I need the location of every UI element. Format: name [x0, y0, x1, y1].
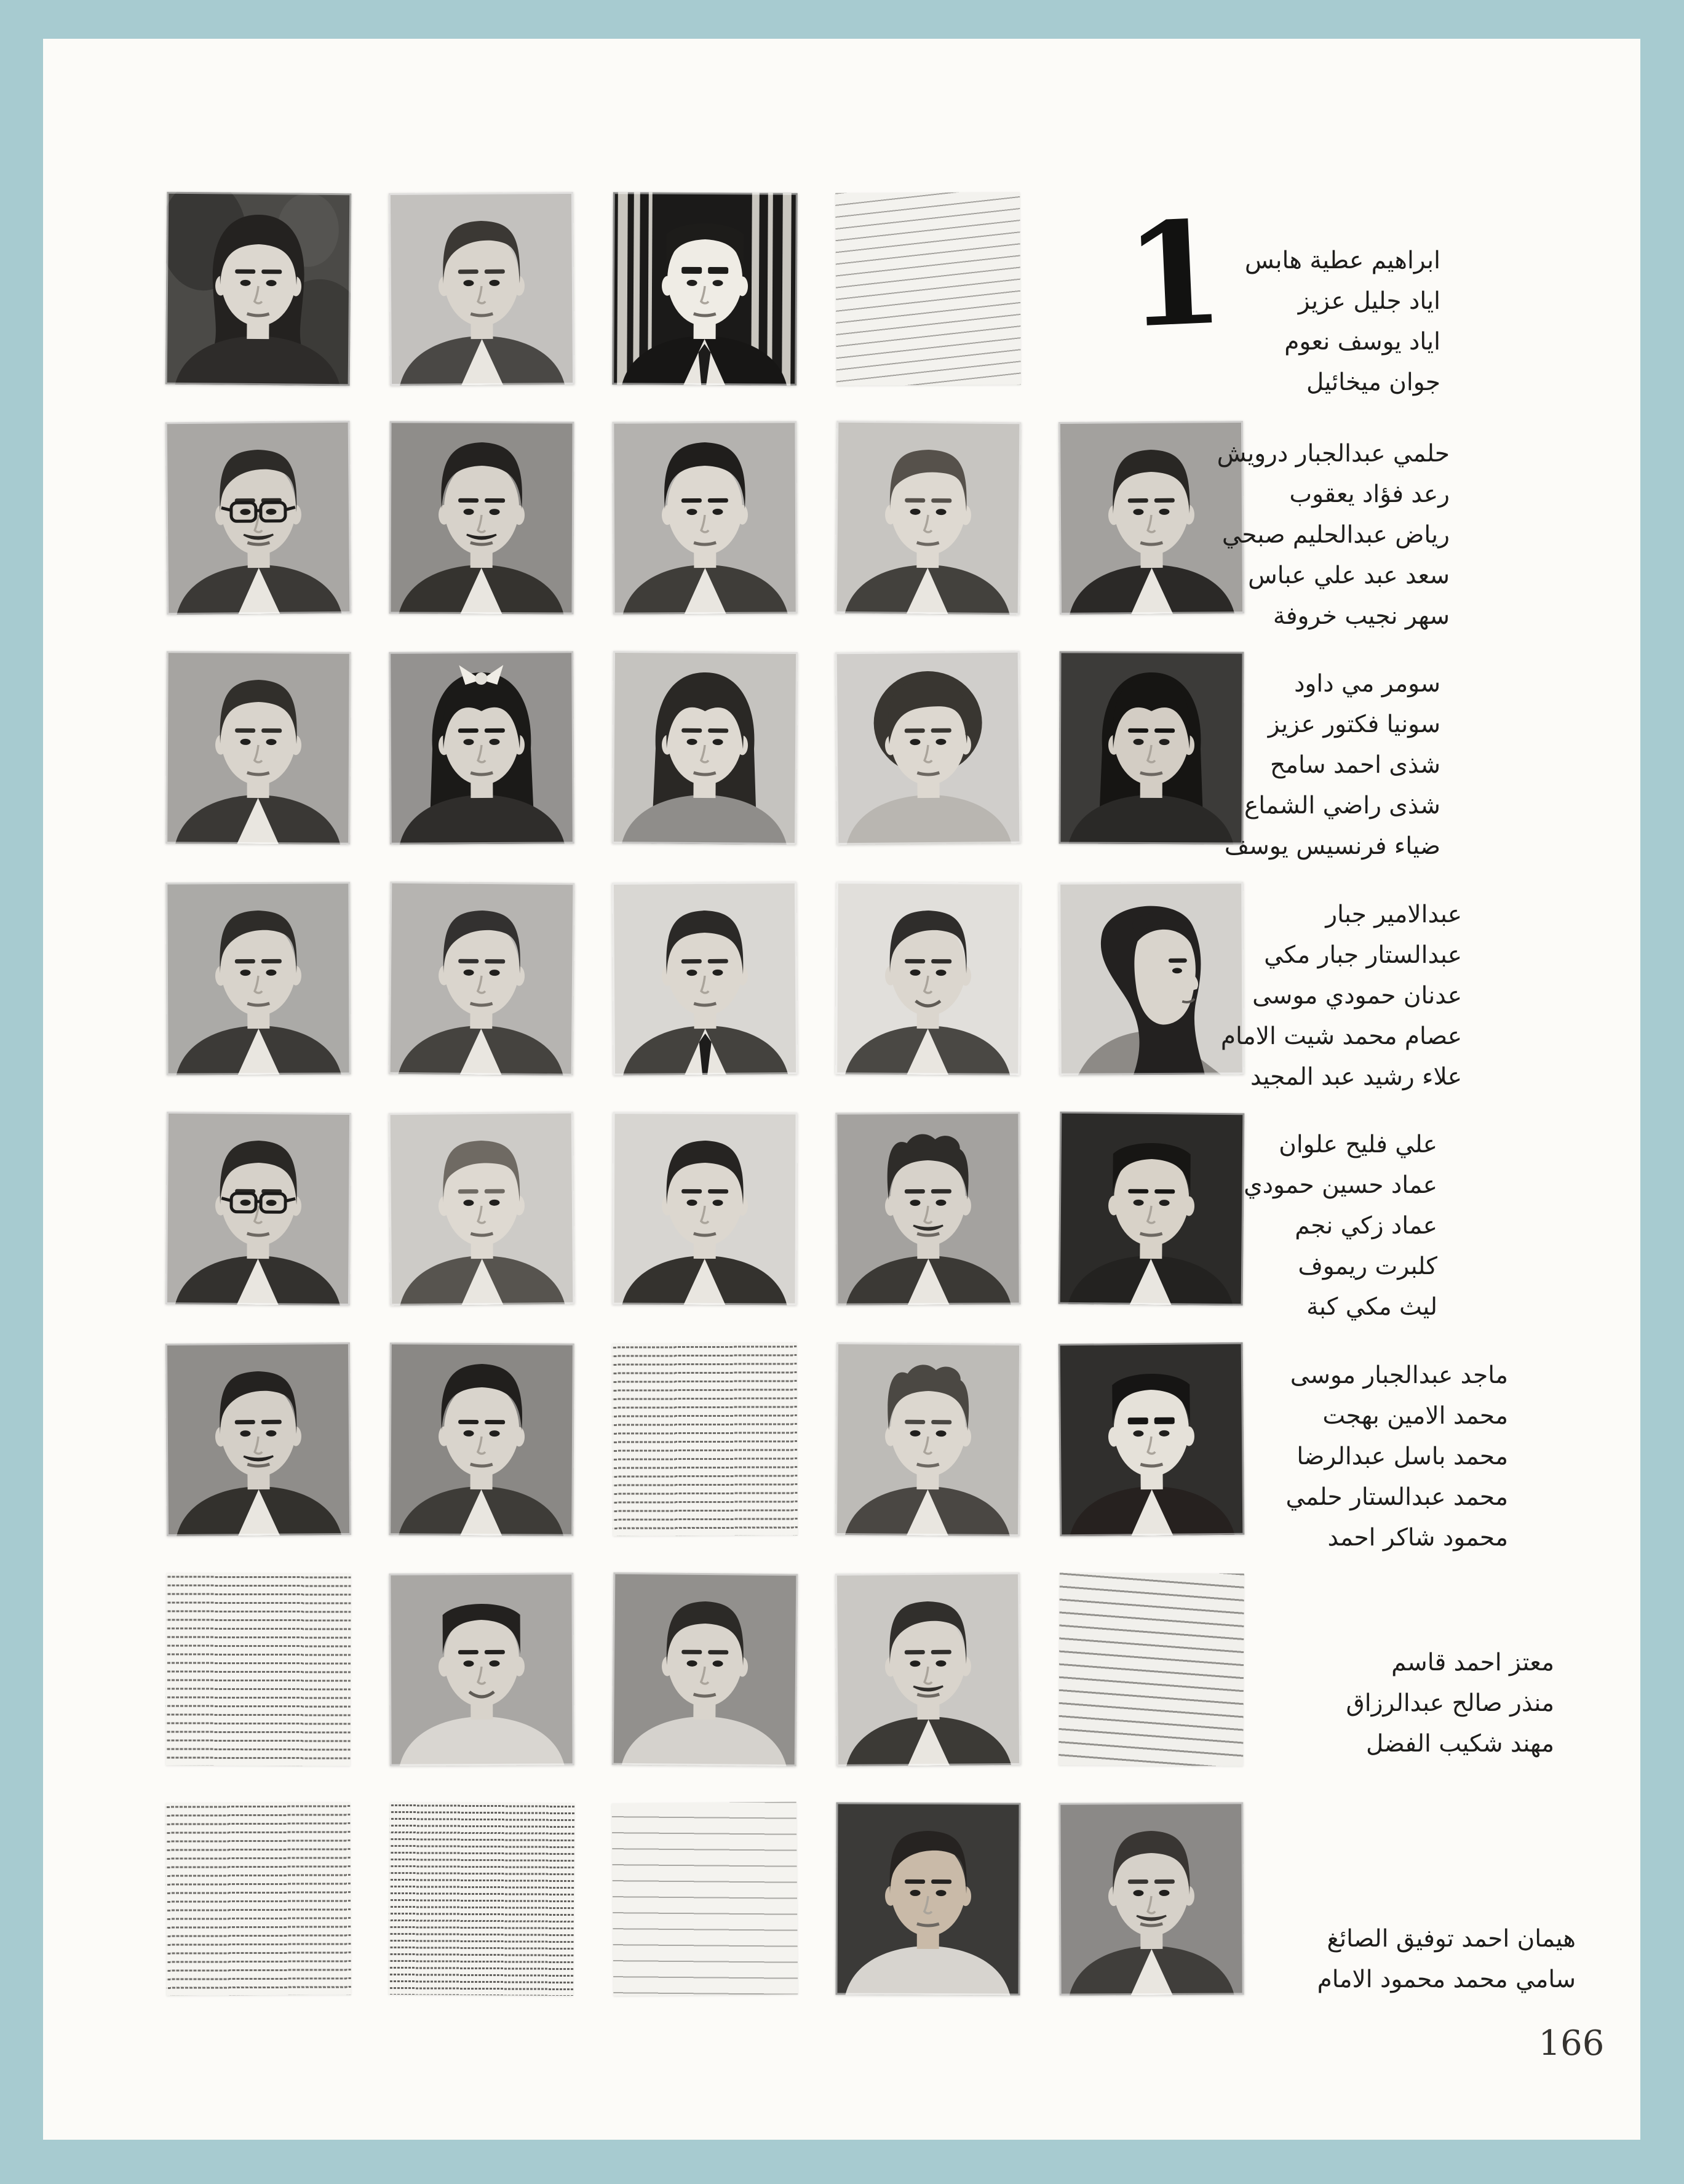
student-name: محمد عبدالستار حلمي — [1285, 1483, 1508, 1511]
student-name: شذى احمد سامح — [1269, 751, 1440, 779]
portrait-photo — [1058, 651, 1244, 844]
portrait-photo — [165, 192, 352, 386]
placeholder-pattern — [612, 1342, 798, 1536]
student-name: عصام محمد شيت الامام — [1220, 1022, 1462, 1050]
student-name: كلبرت ريموف — [1298, 1253, 1437, 1280]
placeholder-pattern — [389, 1802, 574, 1996]
student-name: جوان ميخائيل — [1306, 369, 1440, 396]
portrait-photo — [835, 1112, 1020, 1305]
student-name: محمد باسل عبدالرضا — [1297, 1443, 1508, 1470]
portrait-photo — [165, 651, 351, 845]
portrait-photo — [389, 1572, 574, 1766]
student-name: عماد زكي نجم — [1295, 1212, 1437, 1240]
portrait-photo — [835, 1802, 1020, 1995]
portrait-photo — [612, 1572, 798, 1767]
portrait-photo — [1058, 1342, 1245, 1537]
portrait-photo — [389, 1112, 575, 1306]
portrait-photo — [165, 1342, 351, 1536]
portrait-photo — [612, 1112, 797, 1305]
student-name: سامي محمد محمود الامام — [1317, 1966, 1576, 1993]
portrait-photo — [835, 421, 1022, 615]
portrait-photo — [612, 882, 798, 1075]
student-name: عبدالامير جبار — [1325, 901, 1462, 928]
names-group — [1346, 1643, 1555, 1764]
student-name: سومر مي داود — [1294, 670, 1440, 698]
student-name: سعد عبد علي عباس — [1248, 562, 1450, 589]
student-name: ابراهيم عطية هابس — [1244, 247, 1440, 274]
student-name: اياد جليل عزيز — [1298, 287, 1440, 315]
student-name: علاء رشيد عبد المجيد — [1250, 1063, 1462, 1091]
portrait-photo — [389, 1342, 574, 1536]
names-group — [1221, 895, 1462, 1098]
portrait-photo — [165, 882, 351, 1075]
portrait-photo — [835, 1342, 1021, 1536]
portrait-photo — [835, 651, 1022, 845]
student-name: محمود شاكر احمد — [1327, 1524, 1508, 1552]
student-name: علي فليح علوان — [1279, 1131, 1437, 1158]
student-name: ضياء فرنسيس يوسف — [1224, 832, 1440, 860]
student-name: عدنان حمودي موسى — [1252, 982, 1462, 1010]
student-name: هيمان احمد توفيق الصائغ — [1327, 1925, 1576, 1953]
names-group — [1244, 1125, 1437, 1328]
placeholder-pattern — [835, 192, 1021, 386]
yearbook-page — [43, 39, 1640, 2140]
placeholder-pattern — [165, 1802, 351, 1996]
student-name: مهند شكيب الفضل — [1366, 1730, 1554, 1758]
student-name: عماد حسين حمودي — [1244, 1171, 1437, 1199]
student-name: محمد الامين بهجت — [1322, 1402, 1508, 1430]
placeholder-pattern — [1058, 1572, 1244, 1766]
student-name: رعد فؤاد يعقوب — [1289, 480, 1450, 508]
portrait-photo — [165, 1112, 351, 1305]
portrait-photo — [389, 651, 574, 845]
portrait-photo — [612, 421, 797, 614]
portrait-photo — [389, 882, 575, 1076]
names-group — [1317, 1919, 1576, 2000]
portrait-photo — [612, 192, 798, 386]
student-name: رياض عبدالحليم صبحي — [1221, 521, 1450, 549]
names-group — [1245, 241, 1440, 403]
portrait-photo — [835, 882, 1021, 1075]
student-name: اياد يوسف نعوم — [1284, 328, 1440, 356]
names-group — [1225, 664, 1440, 867]
page-number: 166 — [1538, 2023, 1605, 2063]
student-name: عبدالستار جبار مكي — [1264, 941, 1462, 969]
student-name: معتز احمد قاسم — [1391, 1649, 1554, 1676]
student-name: حلمي عبدالجبار درويش — [1217, 440, 1450, 468]
student-name: سونيا فكتور عزيز — [1268, 711, 1440, 738]
student-name: ليث مكي كبة — [1306, 1293, 1437, 1321]
section-number: 1 — [1121, 189, 1228, 361]
student-name: منذر صالح عبدالرزاق — [1346, 1689, 1554, 1717]
placeholder-pattern — [165, 1572, 351, 1766]
portrait-photo — [1058, 1112, 1245, 1306]
student-name: سهر نجيب خروفة — [1273, 602, 1450, 630]
student-name: شذى راضي الشماع — [1244, 792, 1440, 819]
student-name: ماجد عبدالجبار موسى — [1290, 1361, 1508, 1389]
portrait-photo — [835, 1572, 1021, 1766]
portrait-photo — [165, 421, 352, 615]
portrait-photo — [1058, 882, 1244, 1075]
portrait-photo — [389, 192, 574, 386]
portrait-photo — [1058, 1802, 1244, 1995]
names-group — [1286, 1355, 1508, 1558]
placeholder-pattern — [612, 1802, 798, 1996]
names-group — [1217, 434, 1450, 637]
portrait-photo — [612, 651, 798, 845]
portrait-photo — [389, 421, 574, 614]
